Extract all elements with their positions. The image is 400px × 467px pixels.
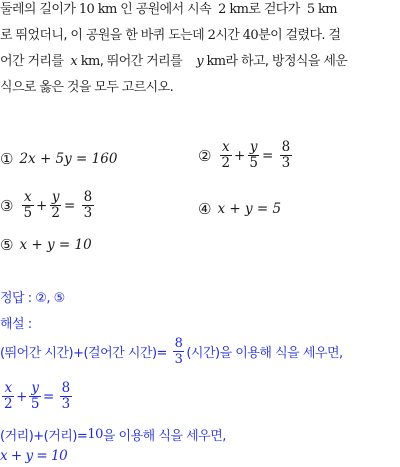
explanation-label: 해설 : bbox=[0, 317, 32, 332]
question-line-2: 로 뛰었더니, 이 공원을 한 바퀴 도는데 2시간 40분이 걸렸다. 걸 bbox=[0, 28, 341, 43]
explanation-line-1: (뛰어간 시간)+(걸어간 시간)= $\frac{8}{3}$ (시간)을 이용해 식을 세우면, bbox=[0, 336, 343, 367]
question-line-3: 어간 거리를 x km, 뛰어간 거리를 y km라 하고, 방정식을 세운 bbox=[0, 54, 348, 69]
fraction: $\frac{x}{2}$ bbox=[4, 380, 13, 412]
option-2: ② $\frac{x}{2}$ + $\frac{y}{5}$ = $\frac{8}{3}$ bbox=[198, 139, 291, 171]
fraction: $\frac{y}{2}$ bbox=[51, 189, 60, 221]
option-5: ⑤ x + y = 10 bbox=[0, 236, 92, 254]
question-line-1: 둘레의 길이가 10 km 인 공원에서 시속 2 km로 걷다가 5 km bbox=[0, 2, 338, 17]
fraction: $\frac{x}{2}$ bbox=[221, 139, 231, 171]
fraction: $\frac{y}{5}$ bbox=[30, 380, 39, 412]
fraction: $\frac{8}{3}$ bbox=[83, 189, 93, 221]
explanation-equation-2: x + y = 10 bbox=[0, 448, 68, 464]
fraction: $\frac{y}{5}$ bbox=[249, 139, 258, 171]
explanation-line-2: (거리)+(거리)= 10 을 이용해 식을 세우면, bbox=[0, 427, 226, 444]
option-3: ③ $\frac{x}{5}$ + $\frac{y}{2}$ = $\frac{8}{3}$ bbox=[0, 189, 93, 221]
answer-label: 정답 : ②, ⑤ bbox=[0, 291, 65, 306]
fraction: $\frac{8}{3}$ bbox=[281, 139, 291, 171]
question-line-4: 식으로 옳은 것을 모두 고르시오. bbox=[0, 80, 174, 95]
fraction: $\frac{x}{5}$ bbox=[23, 189, 33, 221]
option-4: ④ x + y = 5 bbox=[198, 200, 282, 218]
explanation-equation-1: $\frac{x}{2}$ + $\frac{y}{5}$ = $\frac{8}{3}$ bbox=[4, 380, 70, 412]
fraction: $\frac{8}{3}$ bbox=[174, 336, 183, 367]
fraction: $\frac{8}{3}$ bbox=[61, 380, 70, 412]
option-1: ① 2x + 5y = 160 bbox=[0, 150, 118, 168]
